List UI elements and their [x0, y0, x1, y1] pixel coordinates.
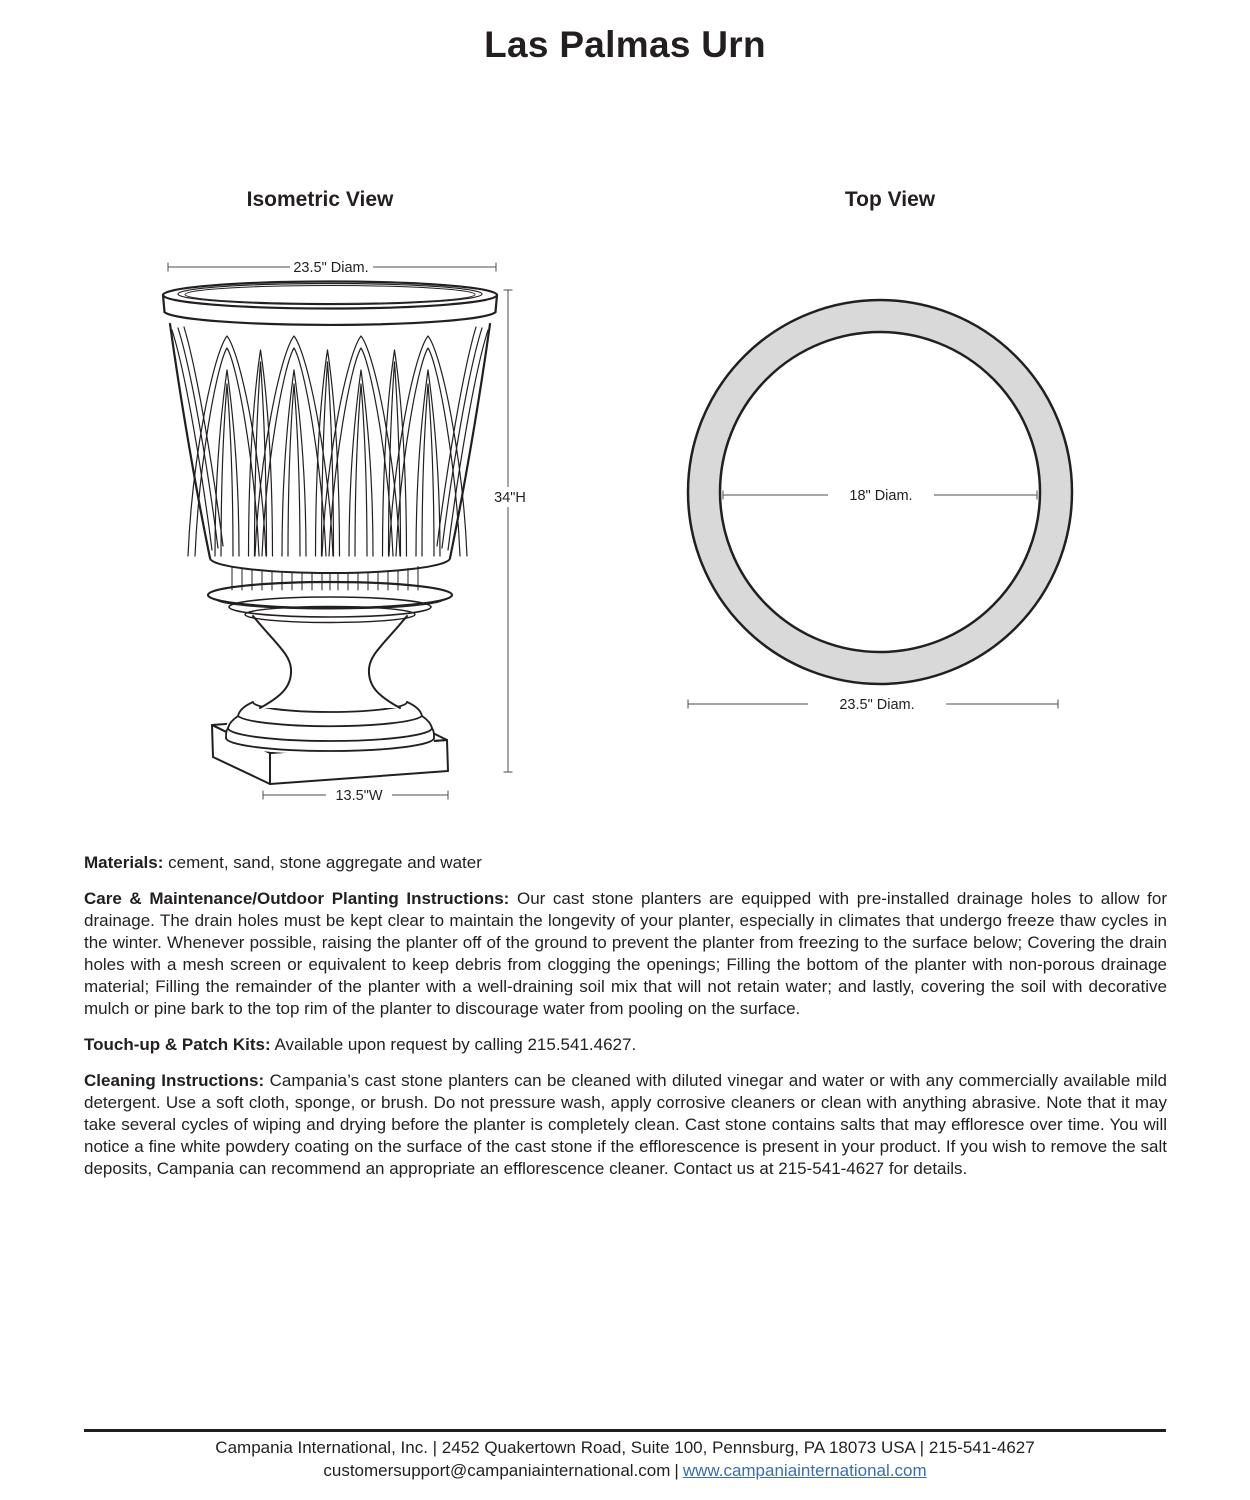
top-view-heading: Top View [844, 188, 936, 211]
page-title: Las Palmas Urn [484, 24, 766, 65]
dimension-height [504, 290, 513, 772]
cleaning-text: Campania’s cast stone planters can be cleaned with diluted vinegar and water or with any commercially available mild detergent. Use a soft cloth, sponge, or brush. Do not pressure wash, apply corrosive cleaners or clean with anything abrasive. Note that it may take several cycles of wiping and drying before the planter is completely clean. Cast stone contains salts that may effloresce over time. You will notice a fine white powdery coating on the surface of the cast stone if the efflorescence is present in your product. If you wish to remove the salt deposits, Campania can recommend an appropriate an efflorescence cleaner. Contact us at 215-541-4627 for details. [84, 1071, 1167, 1178]
top-view-drawing [660, 280, 1100, 720]
footer-website-link[interactable]: www.campaniainternational.com [682, 1461, 927, 1480]
isometric-view-heading: Isometric View [246, 188, 394, 211]
dim-label-top-diameter: 23.5" Diam. [293, 260, 369, 276]
care-label: Care & Maintenance/Outdoor Planting Instructions: [84, 889, 510, 908]
spec-text-block [84, 852, 1167, 1194]
dim-label-height: 34"H [494, 490, 526, 506]
materials-paragraph [84, 852, 1167, 874]
isometric-drawing [140, 250, 530, 810]
palm-leaf-pattern [172, 327, 488, 556]
urn-pedestal [208, 582, 452, 708]
care-paragraph [84, 888, 1167, 1020]
footer [0, 1436, 1250, 1482]
cleaning-label: Cleaning Instructions: [84, 1071, 265, 1090]
touchup-text: Available upon request by calling 215.541.4627. [274, 1035, 637, 1054]
dim-label-outer-diameter: 23.5" Diam. [839, 697, 915, 713]
footer-separator: | [674, 1461, 679, 1480]
footer-address-line: Campania International, Inc. | 2452 Quakertown Road, Suite 100, Pennsburg, PA 18073 USA | 215-541-4627 [215, 1438, 1035, 1457]
touchup-paragraph [84, 1034, 1167, 1056]
footer-divider [84, 1429, 1166, 1432]
materials-text: cement, sand, stone aggregate and water [168, 853, 482, 872]
dim-label-base-width: 13.5"W [335, 788, 383, 804]
footer-email: customersupport@campaniainternational.com [323, 1461, 671, 1480]
dim-label-inner-diameter: 18" Diam. [849, 488, 913, 504]
touchup-label: Touch-up & Patch Kits: [84, 1035, 271, 1054]
materials-label: Materials: [84, 853, 164, 872]
urn-line-art [163, 282, 497, 785]
cleaning-paragraph [84, 1070, 1167, 1180]
care-text: Our cast stone planters are equipped with pre-installed drainage holes to allow for drainage. The drain holes must be kept clear to maintain the longevity of your planter, especially in climates that undergo freeze thaw cycles in the winter. Whenever possible, raising the planter off of the ground to prevent the planter from freezing to the surface below; Covering the drain holes with a mesh screen or equivalent to keep debris from clogging the openings; Filling the bottom of the planter with non-porous drainage material; Filling the remainder of the planter with a well-draining soil mix that will not retain water; and lastly, covering the soil with decorative mulch or pine bark to the top rim of the planter to discourage water from pooling on the surface. [84, 889, 1168, 1018]
urn-rim [163, 282, 497, 325]
footer-contact-line [0, 1459, 1250, 1482]
